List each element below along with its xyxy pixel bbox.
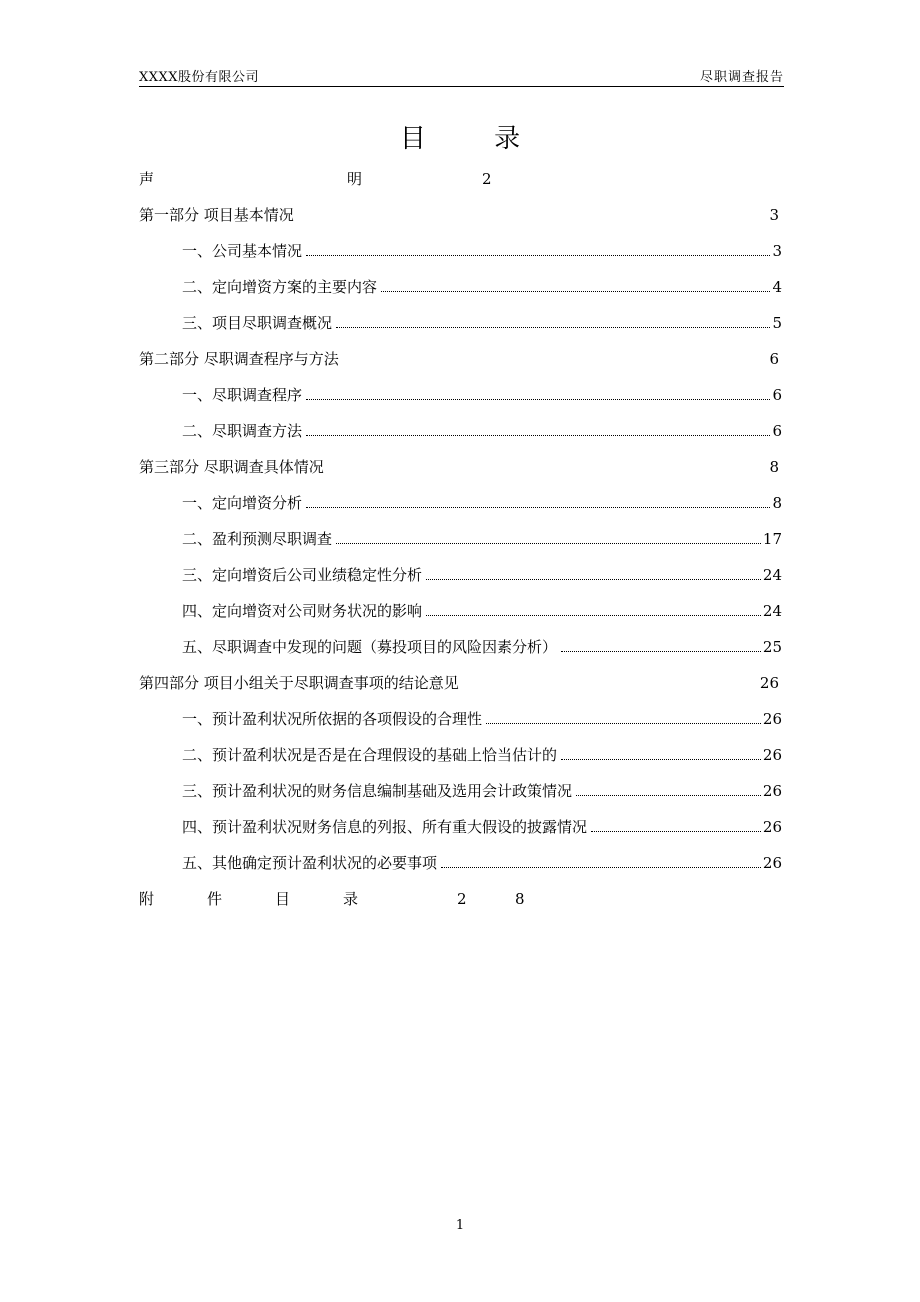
toc-section-4[interactable] xyxy=(139,670,782,706)
toc-item-label: 二、盈利预测尽职调查 xyxy=(182,530,333,548)
toc-item-page: 24 xyxy=(762,602,782,620)
toc-item[interactable] xyxy=(139,850,782,886)
appendix-char-2: 件 xyxy=(207,890,223,908)
toc-item-page: 5 xyxy=(772,314,782,332)
toc-item-label: 二、尽职调查方法 xyxy=(182,422,303,440)
toc-item-label: 二、定向增资方案的主要内容 xyxy=(182,278,378,296)
dot-leader xyxy=(441,867,761,868)
toc-item[interactable] xyxy=(139,814,782,850)
dot-leader xyxy=(336,327,770,328)
dot-leader xyxy=(381,291,770,292)
dot-leader xyxy=(426,579,761,580)
statement-char-1: 声 xyxy=(139,170,155,188)
toc-section-label: 第二部分 尽职调查程序与方法 xyxy=(139,350,339,368)
dot-leader xyxy=(426,615,761,616)
toc-item-page: 6 xyxy=(772,386,782,404)
statement-char-2: 明 xyxy=(347,170,363,188)
toc-item[interactable] xyxy=(139,598,782,634)
toc-entry-statement[interactable] xyxy=(139,166,782,202)
toc-item-label: 五、其他确定预计盈利状况的必要事项 xyxy=(182,854,438,872)
toc-section-3[interactable] xyxy=(139,454,782,490)
appendix-char-1: 附 xyxy=(139,890,155,908)
toc-section-page: 6 xyxy=(769,350,779,368)
table-of-contents xyxy=(139,166,782,922)
toc-section-2[interactable] xyxy=(139,346,782,382)
dot-leader xyxy=(336,543,761,544)
toc-item[interactable] xyxy=(139,526,782,562)
toc-item-label: 二、预计盈利状况是否是在合理假设的基础上恰当估计的 xyxy=(182,746,558,764)
toc-section-label: 第三部分 尽职调查具体情况 xyxy=(139,458,324,476)
toc-item[interactable] xyxy=(139,274,782,310)
dot-leader xyxy=(306,507,770,508)
toc-item-page: 26 xyxy=(762,782,782,800)
toc-item-label: 一、定向增资分析 xyxy=(182,494,303,512)
toc-item-label: 四、预计盈利状况财务信息的列报、所有重大假设的披露情况 xyxy=(182,818,588,836)
toc-item[interactable] xyxy=(139,490,782,526)
header-report-title: 尽职调查报告 xyxy=(699,70,784,85)
dot-leader xyxy=(486,723,761,724)
toc-item-page: 4 xyxy=(772,278,782,296)
toc-item-label: 五、尽职调查中发现的问题（募投项目的风险因素分析） xyxy=(182,638,558,656)
toc-item-label: 三、预计盈利状况的财务信息编制基础及选用会计政策情况 xyxy=(182,782,573,800)
toc-item[interactable] xyxy=(139,778,782,814)
toc-item[interactable] xyxy=(139,310,782,346)
toc-item[interactable] xyxy=(139,382,782,418)
toc-item[interactable] xyxy=(139,706,782,742)
toc-item[interactable] xyxy=(139,562,782,598)
toc-item-page: 26 xyxy=(762,818,782,836)
toc-item-page: 24 xyxy=(762,566,782,584)
toc-item-label: 三、项目尽职调查概况 xyxy=(182,314,333,332)
dot-leader xyxy=(306,399,770,400)
toc-item[interactable] xyxy=(139,742,782,778)
toc-item[interactable] xyxy=(139,418,782,454)
dot-leader xyxy=(306,435,770,436)
toc-section-page: 8 xyxy=(769,458,779,476)
dot-leader xyxy=(561,651,761,652)
toc-item-page: 6 xyxy=(772,422,782,440)
toc-item-label: 三、定向增资后公司业绩稳定性分析 xyxy=(182,566,423,584)
toc-item-label: 一、预计盈利状况所依据的各项假设的合理性 xyxy=(182,710,483,728)
toc-entry-appendix[interactable] xyxy=(139,886,782,922)
toc-item-page: 3 xyxy=(772,242,782,260)
toc-item-page: 25 xyxy=(762,638,782,656)
dot-leader xyxy=(561,759,761,760)
page-header xyxy=(139,64,784,87)
toc-item-page: 8 xyxy=(772,494,782,512)
header-company: XXXX股份有限公司 xyxy=(139,70,260,85)
toc-item-label: 四、定向增资对公司财务状况的影响 xyxy=(182,602,423,620)
toc-section-1[interactable] xyxy=(139,202,782,238)
toc-section-label: 第一部分 项目基本情况 xyxy=(139,206,294,224)
statement-page: 2 xyxy=(482,170,492,188)
toc-item[interactable] xyxy=(139,238,782,274)
toc-item-page: 26 xyxy=(762,746,782,764)
toc-item-label: 一、公司基本情况 xyxy=(182,242,303,260)
dot-leader xyxy=(591,831,761,832)
toc-section-page: 3 xyxy=(769,206,779,224)
toc-title: 目 录 xyxy=(399,124,551,154)
toc-item-page: 26 xyxy=(762,854,782,872)
page-number: 1 xyxy=(455,1218,465,1233)
dot-leader xyxy=(576,795,761,796)
toc-section-page: 26 xyxy=(759,674,779,692)
toc-item-label: 一、尽职调查程序 xyxy=(182,386,303,404)
dot-leader xyxy=(306,255,770,256)
appendix-page-digit-1: 2 xyxy=(457,890,467,908)
toc-section-label: 第四部分 项目小组关于尽职调查事项的结论意见 xyxy=(139,674,459,692)
toc-item-page: 17 xyxy=(762,530,782,548)
toc-item[interactable] xyxy=(139,634,782,670)
appendix-char-3: 目 xyxy=(275,890,291,908)
appendix-page-digit-2: 8 xyxy=(515,890,525,908)
appendix-char-4: 录 xyxy=(343,890,359,908)
toc-item-page: 26 xyxy=(762,710,782,728)
